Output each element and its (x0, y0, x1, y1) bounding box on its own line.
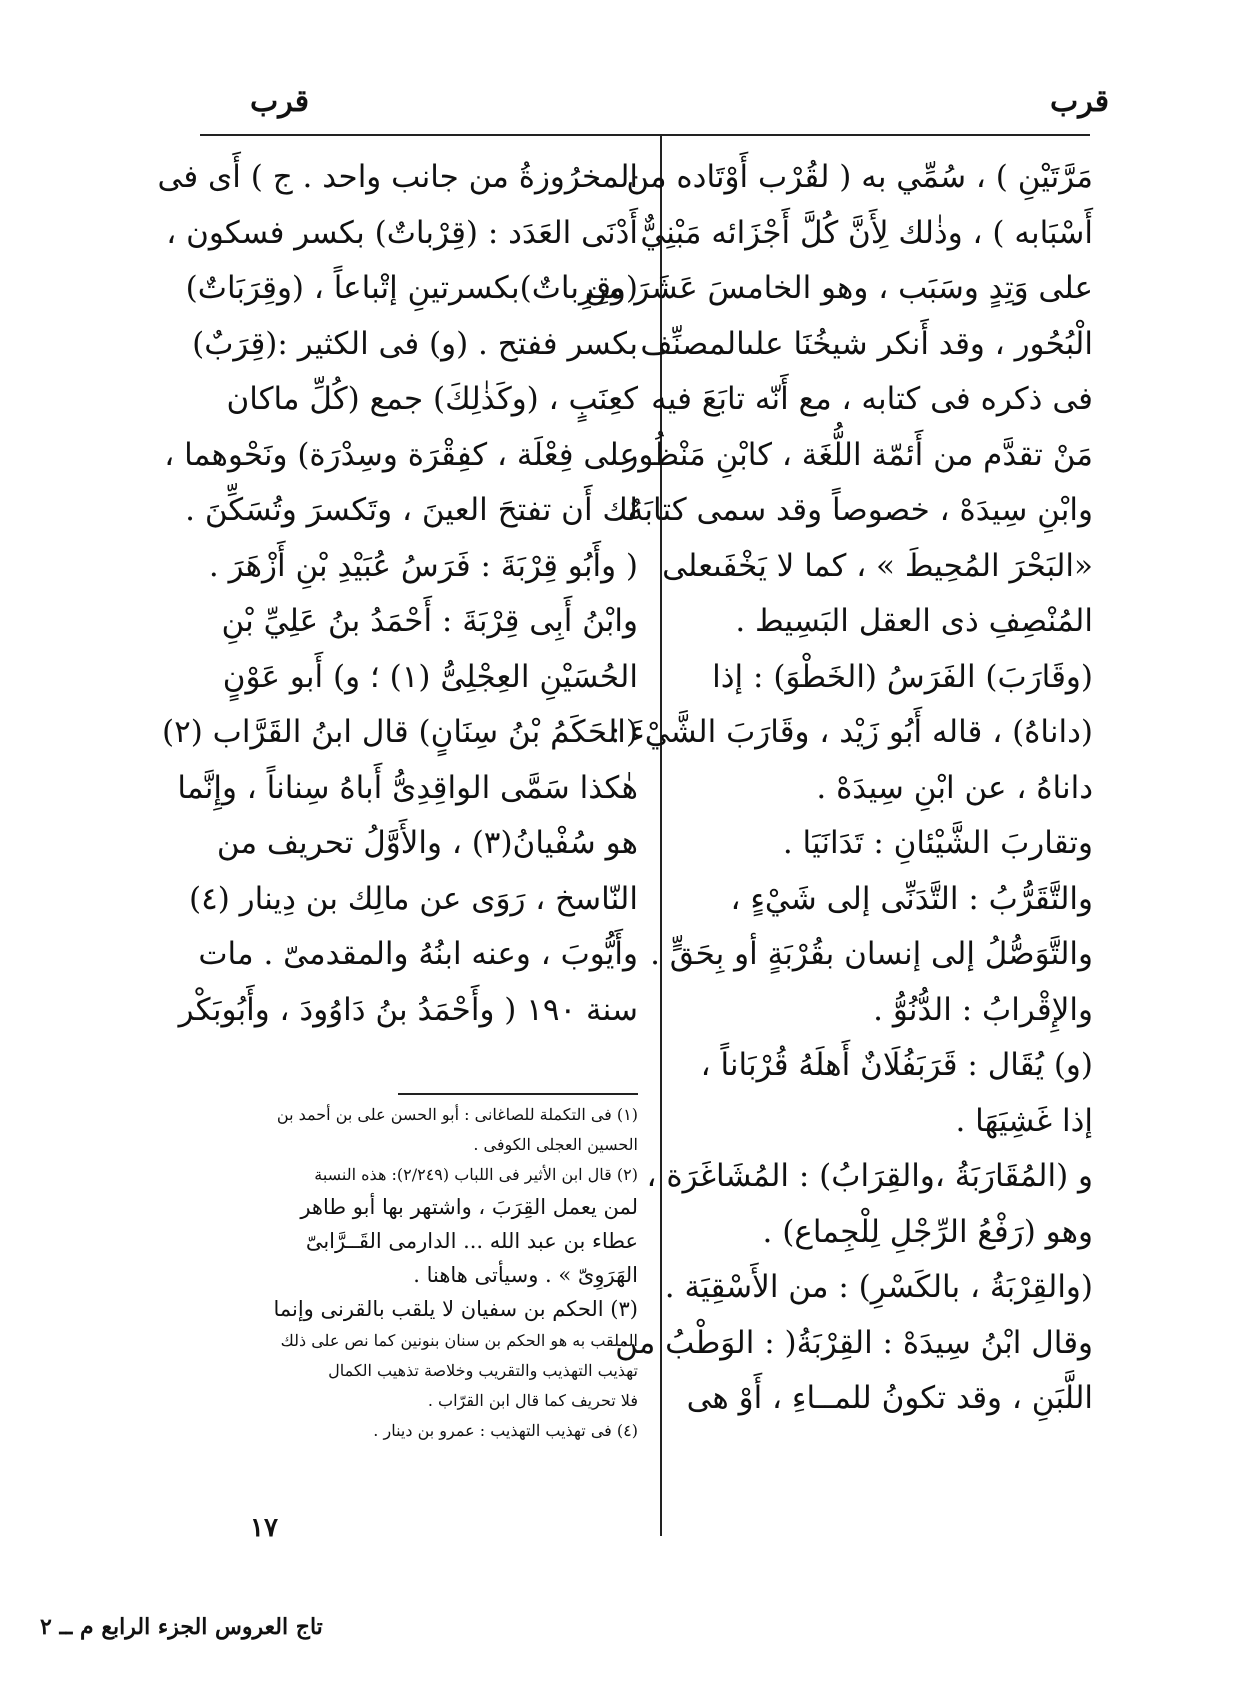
text-line: (والقِرْبَةُ ، بالكَسْرِ) : من الأَسْقِيَة . (664, 1269, 1093, 1305)
text-line: والإِقْرابُ : الدُّنُوُّ . (873, 991, 1093, 1028)
text-line: وهو (رَفْعُ الرِّجْلِ لِلْجِماع) . (762, 1213, 1093, 1250)
text-line: (وقَارَبَ) الفَرَسُ (الخَطْوَ) : إذا (712, 658, 1093, 695)
footnote-line: عطاء بن عبد الله ... الدارمى القَــرَّابىّ (305, 1229, 638, 1253)
text-line: وقال ابْنُ سِيدَهْ : القِرْبَةُ( : الوَطْبُ من (615, 1324, 1093, 1361)
footnote-line: فلا تحريف كما قال ابن القرّاب . (427, 1391, 638, 1410)
footnote-line: تهذيب التهذيب والتقريب وخلاصة تذهيب الكمال (328, 1361, 638, 1380)
text-line: ( وأَبُو قِرْبَةَ : فَرَسُ عُبَيْدِ بْنِ أَزْهَرَ . (208, 547, 638, 584)
left-column (157, 150, 638, 1038)
text-line: الْبُحُور ، وقد أَنكر شيخُنَا علىالمصنِّف (640, 325, 1093, 362)
footnote-line: الحسين العجلى الكوفى . (473, 1135, 638, 1154)
text-line: والتَّقَرُّبُ : التَّدَنِّى إلى شَيْءٍ ، (730, 880, 1093, 917)
footnote-line: الملقب به هو الحكم بن سنان بنونين كما نص على ذلك (280, 1331, 638, 1350)
text-line: وابْنُ أَبِى قِرْبَةَ : أَحْمَدُ بنُ عَلِيِّ بْنِ (221, 603, 638, 639)
text-line: هٰكذا سَمَّى الواقِدِىُّ أَباهُ سِناناً ، وإِنَّما (177, 769, 638, 806)
text-line: وأَيُّوبَ ، وعنه ابنُهُ والمقدمىّ . مات (198, 936, 638, 972)
text-line: وتقاربَ الشَّيْئانِ : تَدَانَيَا . (782, 825, 1093, 861)
text-line: والتَّوَصُّلُ إلى إنسان بقُرْبَةٍ أو بِحَقٍّ . (650, 936, 1093, 972)
text-line: بكسر ففتح . (و) فى الكثير :(قِرَبٌ) (192, 325, 638, 362)
footnote-line: (١) فى التكملة للصاغانى : أبو الحسن على بن أحمد بن (276, 1105, 638, 1124)
text-line: داناهُ ، عن ابْنِ سِيدَهْ . (816, 769, 1093, 806)
footnotes (198, 1100, 638, 1446)
text-line: على فِعْلَة ، كفِقْرَة وسِدْرَة) ونَحْوهما ، (164, 436, 638, 473)
running-head-left: قرب (250, 84, 310, 119)
text-line: (داناهُ) ، قاله أَبُو زَيْد ، وقَارَبَ الشَّيْءَ : (609, 714, 1093, 750)
text-line: أَدْنَى العَدَد : (قِرْباتٌ) بكسر فسكون ، (166, 214, 638, 251)
text-line: هو سُفْيانُ(٣) ، والأَوَّلُ تحريف من (216, 825, 638, 861)
text-line: النّاسخ ، رَوَى عن مالِك بن دِينار (٤) (188, 880, 638, 917)
text-line: (وقِرِباتٌ)بكسرتينِ إتْباعاً ، (وقِرَبَاتٌ) (185, 270, 638, 306)
text-line: لك أَن تفتحَ العينَ ، وتَكسرَ وتُسَكِّنَ . (185, 492, 638, 528)
text-line: سنة ١٩٠ ( وأَحْمَدُ بنُ دَاوُودَ ، وأَبُوبَكْر (178, 991, 638, 1028)
running-head-right: قرب (1050, 84, 1110, 119)
footnote-line: الهَرَوِىّ » . وسيأتى هاهنا . (413, 1263, 638, 1287)
text-line: اللَّبَنِ ، وقد تكونُ للمــاءِ ، أَوْ هى (686, 1380, 1093, 1416)
text-line: مَرَّتَيْنِ ) ، سُمِّي به ( لقُرْب أَوْتَاده من (626, 159, 1093, 195)
text-line: إذا غَشِيَهَا . (955, 1102, 1093, 1139)
text-line: على وَتِدٍ وسَبَب ، وهو الخامسَ عَشَرَ من (584, 270, 1093, 306)
text-line: (و) يُقَال : قَرَبَفُلَانٌ أَهلَهُ قُرْبَاناً ، (700, 1047, 1093, 1083)
text-line: مَنْ تقدَّم من أَئمّة اللُّغَة ، كابْنِ مَنْظُور (623, 436, 1093, 473)
text-line: المُنْصِفِ ذى العقل البَسِيط . (735, 603, 1093, 639)
header-rule (200, 134, 1090, 136)
text-line: و (المُقَارَبَةُ ،والقِرَابُ) : المُشَاغَرَة ، (646, 1158, 1093, 1194)
footnote-line: (٣) الحكم بن سفيان لا يلقب بالقرنى وإنما (273, 1297, 638, 1321)
footnote-line: (٢) قال ابن الأثير فى اللباب (٢/٢٤٩): هذه النسبة (314, 1165, 638, 1184)
footnote-line: (٤) فى تهذيب التهذيب : عمرو بن دينار . (373, 1421, 638, 1440)
text-line: فى ذكره فى كتابه ، مع أَنّه تابَعَ فيه (651, 381, 1093, 417)
right-column (584, 150, 1093, 1427)
text-line: الحُسَيْنِ العِجْلِىُّ (١) ؛ و) أَبو عَوْنٍ (222, 658, 638, 695)
text-line: كعِنَبٍ ، (وكَذٰلِكَ) جمع (كُلِّ ماكان (226, 381, 638, 417)
page-number: ١٧ (250, 1513, 278, 1543)
text-line: (الحَكَمُ بْنُ سِنَانٍ) قال ابنُ القَرَّاب (٢) (161, 714, 638, 750)
footnote-line: لمن يعمل القِرَبَ ، واشتهر بها أبو طاهر (300, 1195, 638, 1219)
text-line: المخرُوزةُ من جانب واحد . ج ) أَى فى (157, 159, 638, 195)
text-line: أَسْبَابه ) ، وذٰلك لِأَنَّ كُلَّ أَجْزَائه مَبْنِيٌّ (640, 214, 1093, 251)
signature-line: تاج العروس الجزء الرابع م ــ ٢ (40, 1614, 323, 1640)
text-line: وابْنِ سِيدَهْ ، خصوصاً وقد سمى كتابَهٌ (627, 492, 1093, 528)
text-line: «البَحْرَ المُحِيطَ » ، كما لا يَخْفَىعلى (662, 547, 1093, 584)
footnote-rule (398, 1093, 638, 1095)
